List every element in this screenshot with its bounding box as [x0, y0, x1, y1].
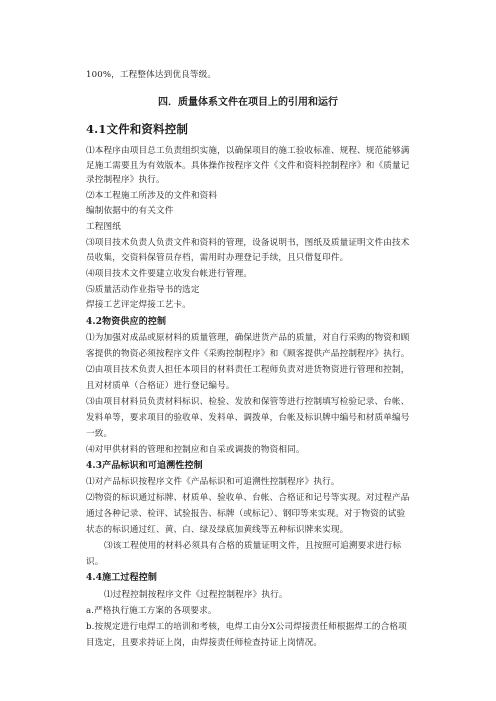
text-line: 员收集，交资料保管员存档，需用时办理登记手续，且只借复印件。 — [86, 253, 349, 263]
text-line: a.严格执行施工方案的各项要求。 — [86, 606, 217, 616]
text-line: ⑴为加强对成品或原材料的质量管理，确保进货产品的质量，对自行采购的物资和顾 — [86, 333, 410, 343]
text-line: ⑶由项目材料员负责材料标识、检验、发放和保管等进行控制填写检验记录、台帐、 — [86, 397, 410, 407]
text-line: ⑵物资的标识通过标牌、材质单、验收单、台帐、合格证和记号等实现。对过程产品 — [86, 493, 410, 503]
text-line: ⑵由项目技术负责人担任本项目的材料责任工程师负责对进货物资进行管理和控制， — [86, 365, 410, 375]
text-line: ⑶该工程使用的材料必须具有合格的质量证明文件，且按照可追溯要求进行标 — [104, 541, 402, 551]
text-line: 目选定，且要求持证上岗，由焊接责任师检查持证上岗情况。 — [86, 638, 323, 648]
text-line: ⑴对产品标识按程序文件《产品标识和可追溯性控制程序》执行。 — [86, 477, 340, 487]
text-line: ⑴过程控制按程序文件《过程控制程序》执行。 — [104, 590, 288, 600]
text-line: 录控制程序》执行。 — [86, 175, 165, 185]
subsection-heading: 4.4施工过程控制 — [86, 573, 158, 583]
text-line: 焊接工艺评定焊接工艺卡。 — [86, 300, 191, 310]
text-line: 编制依据中的有关文件 — [86, 206, 174, 216]
text-line: ⑷对甲供材料的管理和控制应和自采或调拨的物资相同。 — [86, 445, 305, 455]
subsection-heading: 4.1文件和资料控制 — [86, 122, 189, 136]
text-line: b.按规定进行电焊工的培训和考核，电焊工由分X公司焊接责任师根据焊工的合格项 — [86, 622, 407, 632]
text-line: ⑵本工程施工所涉及的文件和资料 — [86, 191, 218, 201]
text-line: 足施工需要且为有效版本。具体操作按程序文件《文件和资料控制程序》和《质量记 — [86, 161, 410, 171]
text-line: 通过各种记录、检评、试验报告、标牌（或标记）、钢印等来实现。对于物资的试验 — [86, 509, 406, 519]
text-line: 识。 — [86, 557, 104, 567]
text-line: ⑸质量活动作业指导书的选定 — [86, 285, 200, 295]
text-line: ⑶项目技术负责人负责文件和资料的管理，设备说明书，图纸及质量证明文件由技术 — [86, 238, 410, 248]
subsection-heading: 4.3产品标识和可追溯性控制 — [86, 461, 203, 471]
text-line: 工程图纸 — [86, 222, 121, 232]
text-line: 发料单等，要求项目的验收单、发料单、调拨单，台帐及标识牌中编号和材质单编号 — [86, 413, 410, 423]
text-line: 且对材质单（合格证）进行登记编号。 — [86, 381, 235, 391]
subsection-heading: 4.2物资供应的控制 — [86, 317, 167, 327]
section-heading: 四．质量体系文件在项目上的引用和运行 — [158, 97, 338, 108]
text-line: 100%，工程整体达到优良等级。 — [86, 70, 217, 80]
text-line: 客提供的物资必须按程序文件《采购控制程序》和《顾客提供产品控制程序》执行。 — [86, 349, 410, 359]
text-line: 一致。 — [86, 429, 113, 439]
text-line: ⑴本程序由项目总工负责组织实施，以确保项目的施工验收标准、规程、规范能够满 — [86, 146, 410, 156]
text-line: 状态的标识通过红、黄、白、绿及绿底加黄线等五种标识牌来实现。 — [86, 525, 349, 535]
text-line: ⑷项目技术文件要建立收发台帐进行管理。 — [86, 269, 253, 279]
